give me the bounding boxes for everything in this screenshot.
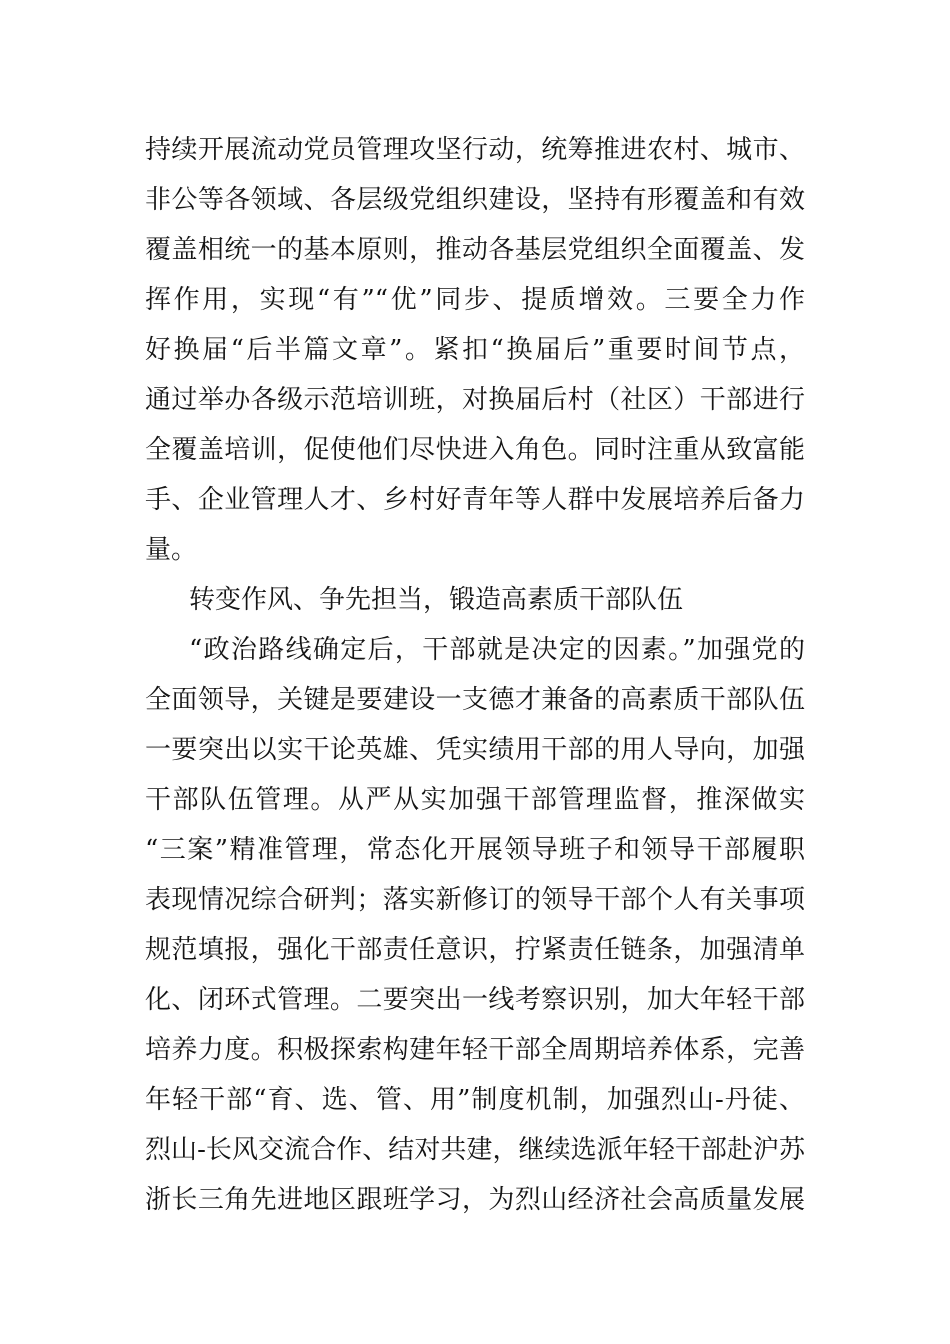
heading-line: 转变作风、争先担当，锻造高素质干部队伍	[189, 585, 684, 615]
text-line: 手、企业管理人才、乡村好青年等人群中发展培养后备力	[145, 485, 805, 515]
text-line: 表现情况综合研判；落实新修订的领导干部个人有关事项	[145, 885, 805, 915]
paragraph-cadre-team	[145, 625, 805, 1225]
text-line: 烈山-长风交流合作、结对共建，继续选派年轻干部赴沪苏	[145, 1135, 805, 1165]
text-line: 非公等各领域、各层级党组织建设，坚持有形覆盖和有效	[145, 185, 805, 215]
text-line: “政治路线确定后，干部就是决定的因素。”加强党的	[189, 635, 805, 665]
text-line: 全面领导，关键是要建设一支德才兼备的高素质干部队伍	[145, 685, 805, 715]
paragraph-continuation	[145, 125, 805, 575]
text-line: “三案”精准管理，常态化开展领导班子和领导干部履职	[145, 835, 805, 865]
text-line: 通过举办各级示范培训班，对换届后村（社区）干部进行	[145, 385, 805, 415]
text-line: 化、闭环式管理。二要突出一线考察识别，加大年轻干部	[145, 985, 805, 1015]
text-line: 浙长三角先进地区跟班学习，为烈山经济社会高质量发展	[145, 1185, 805, 1215]
text-line: 持续开展流动党员管理攻坚行动，统筹推进农村、城市、	[145, 135, 805, 165]
text-line: 全覆盖培训，促使他们尽快进入角色。同时注重从致富能	[145, 435, 805, 465]
text-line: 挥作用，实现“有”“优”同步、提质增效。三要全力作	[145, 285, 805, 315]
text-line: 一要突出以实干论英雄、凭实绩用干部的用人导向，加强	[145, 735, 805, 765]
text-line: 覆盖相统一的基本原则，推动各基层党组织全面覆盖、发	[145, 235, 805, 265]
text-line: 规范填报，强化干部责任意识，拧紧责任链条，加强清单	[145, 935, 805, 965]
document-body	[145, 125, 805, 1225]
text-line: 量。	[145, 535, 198, 565]
text-line: 好换届“后半篇文章”。紧扣“换届后”重要时间节点，	[145, 335, 805, 365]
text-line: 干部队伍管理。从严从实加强干部管理监督，推深做实	[145, 785, 805, 815]
text-line: 年轻干部“育、选、管、用”制度机制，加强烈山-丹徒、	[145, 1085, 805, 1115]
section-heading	[145, 575, 805, 625]
text-line: 培养力度。积极探索构建年轻干部全周期培养体系，完善	[145, 1035, 805, 1065]
